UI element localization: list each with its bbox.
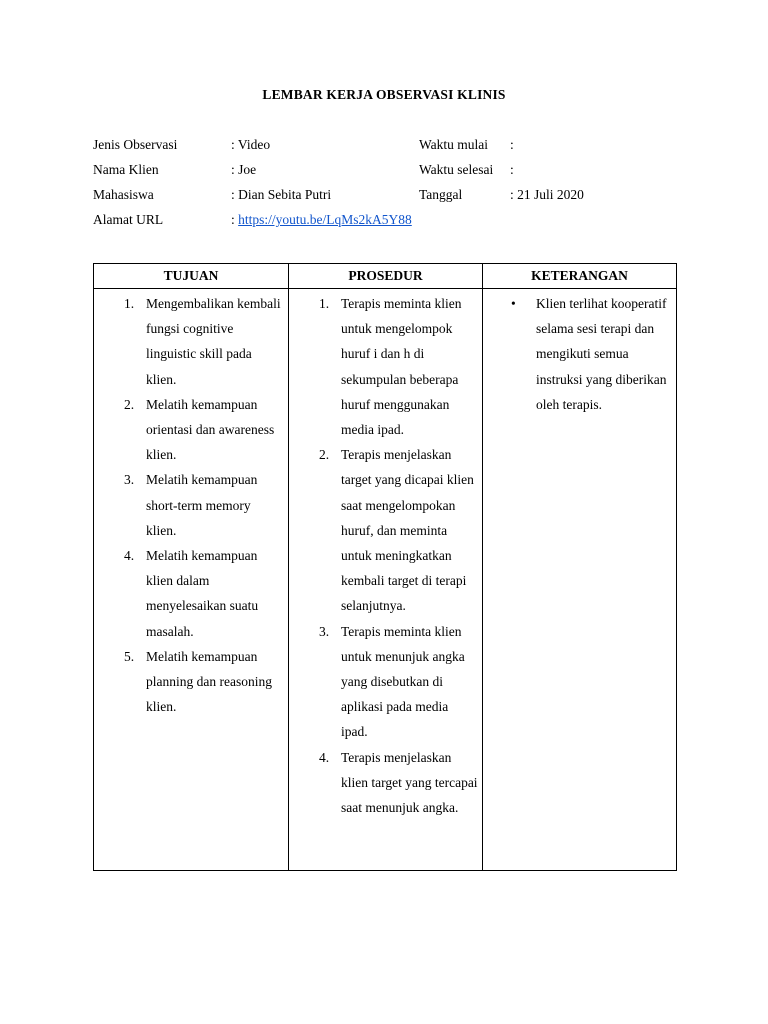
info-row-jenis bbox=[93, 137, 713, 157]
list-item-text: Terapis meminta klien untuk mengelompok huruf i dan h di sekumpulan beberapa huruf menggunakan media ipad. bbox=[341, 296, 462, 438]
info-row-url bbox=[93, 212, 713, 232]
list-item: 1. Mengembalikan kembali fungsi cognitive linguistic skill pada klien. bbox=[124, 296, 281, 387]
jenis-observasi-value: : Video bbox=[231, 137, 271, 152]
keterangan-list bbox=[483, 268, 676, 417]
tujuan-cell bbox=[94, 289, 289, 871]
list-item bbox=[483, 291, 676, 417]
bullet-icon: • bbox=[511, 296, 516, 311]
list-item: 4. Terapis menjelaskan klien target yang tercapai saat menunjuk angka. bbox=[319, 749, 478, 816]
list-item-text: Klien terlihat kooperatif selama sesi terapi dan mengikuti semua instruksi yang diberikan oleh terapis. bbox=[536, 296, 667, 412]
mahasiswa-label: Mahasiswa bbox=[93, 187, 154, 202]
url-colon: : bbox=[231, 212, 239, 227]
document-title: LEMBAR KERJA OBSERVASI KLINIS bbox=[262, 87, 506, 102]
list-item: 4. Melatih kemampuan klien dalam menyelesaikan suatu masalah. bbox=[124, 548, 259, 639]
list-item: 3. Terapis meminta klien untuk menunjuk angka yang disebutkan di aplikasi pada media ipad. bbox=[319, 623, 465, 740]
list-item-text: Melatih kemampuan planning dan reasoning klien. bbox=[146, 648, 272, 715]
list-item: 2. Terapis menjelaskan target yang dicapai klien saat mengelompokan huruf, dan meminta untuk meningkatkan kembali target di terapi selanjutnya. bbox=[319, 447, 474, 614]
mahasiswa-value: : Dian Sebita Putri bbox=[231, 187, 332, 202]
observation-table bbox=[93, 263, 677, 871]
keterangan-cell bbox=[483, 289, 677, 871]
list-item-text: Melatih kemampuan short-term memory klien. bbox=[146, 472, 258, 538]
header-prosedur: PROSEDUR bbox=[289, 264, 483, 289]
list-item-text: Melatih kemampuan klien dalam menyelesaikan suatu masalah. bbox=[146, 548, 259, 639]
jenis-observasi-label: Jenis Observasi bbox=[93, 137, 178, 152]
tanggal-label: Tanggal bbox=[419, 187, 463, 202]
list-item: 2. Melatih kemampuan orientasi dan awareness klien. bbox=[124, 396, 275, 463]
waktu-mulai-value: : bbox=[510, 137, 514, 152]
list-item: 5. Melatih kemampuan planning dan reasoning klien. bbox=[124, 648, 272, 715]
list-item: 1. Terapis meminta klien untuk mengelompok huruf i dan h di sekumpulan beberapa huruf menggunakan media ipad. bbox=[319, 296, 462, 438]
tanggal-value: : 21 Juli 2020 bbox=[510, 187, 584, 202]
alamat-url-value bbox=[231, 212, 412, 228]
alamat-url-label: Alamat URL bbox=[93, 212, 164, 227]
waktu-selesai-label: Waktu selesai bbox=[419, 162, 494, 177]
list-item: 3. Melatih kemampuan short-term memory klien. bbox=[124, 472, 258, 538]
prosedur-list bbox=[289, 268, 482, 820]
url-link[interactable]: https://youtu.be/LqMs2kA5Y88 bbox=[238, 212, 412, 227]
prosedur-cell bbox=[289, 289, 483, 871]
info-row-mahasiswa bbox=[93, 187, 713, 207]
list-item-text: Terapis menjelaskan target yang dicapai klien saat mengelompokan huruf, dan meminta untuk meningkatkan kembali target di terapi selanjutnya. bbox=[341, 447, 474, 614]
list-item-text: Melatih kemampuan orientasi dan awareness klien. bbox=[146, 396, 275, 463]
header-tujuan: TUJUAN bbox=[94, 264, 289, 289]
header-keterangan: KETERANGAN bbox=[483, 264, 677, 289]
list-item-text: Terapis menjelaskan klien target yang tercapai saat menunjuk angka. bbox=[341, 749, 478, 816]
nama-klien-value: : Joe bbox=[231, 162, 257, 177]
tujuan-list bbox=[94, 268, 288, 719]
list-item-text: Mengembalikan kembali fungsi cognitive linguistic skill pada klien. bbox=[146, 296, 281, 387]
table-body-row bbox=[94, 289, 677, 871]
nama-klien-label: Nama Klien bbox=[93, 162, 159, 177]
waktu-selesai-value: : bbox=[510, 162, 514, 177]
waktu-mulai-label: Waktu mulai bbox=[419, 137, 489, 152]
info-row-nama bbox=[93, 162, 713, 182]
list-item-text: Terapis meminta klien untuk menunjuk angka yang disebutkan di aplikasi pada media ipad. bbox=[341, 623, 465, 740]
